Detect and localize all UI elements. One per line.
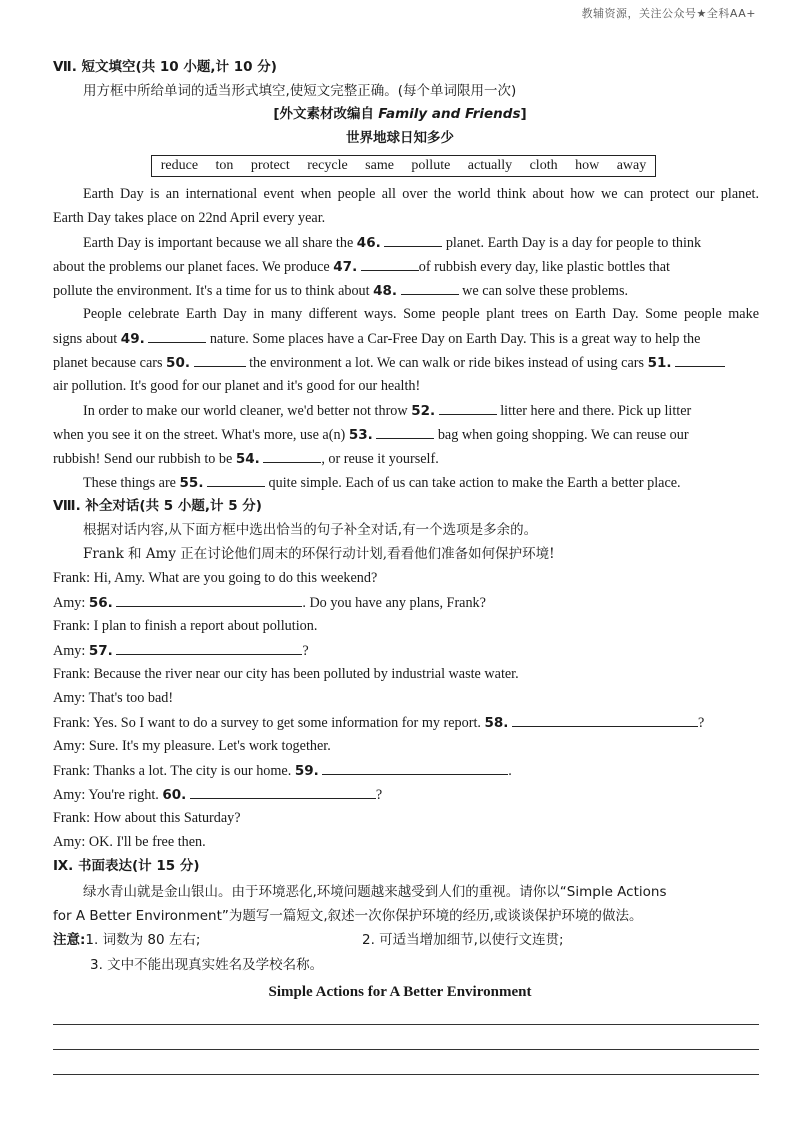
question-number: 48. — [373, 283, 398, 299]
writing-note: 注意:1. 词数为 80 左右; — [53, 932, 201, 948]
paragraph-text: People celebrate Earth Day in many different ways. Some people plant trees on Earth Day. Some people make — [83, 306, 759, 322]
answer-blank[interactable] — [263, 448, 321, 463]
paragraph-line: These things are 55. quite simple. Each of us can take action to make the Earth a better place. — [83, 472, 681, 493]
word-item: actually — [467, 158, 513, 173]
answer-blank[interactable] — [194, 352, 246, 367]
answer-blank[interactable] — [361, 256, 419, 271]
dialogue-line: Frank: Hi, Amy. What are you going to do this weekend? — [53, 570, 378, 586]
essay-title: Simple Actions for A Better Environment — [268, 984, 532, 1000]
writing-line[interactable] — [53, 1024, 759, 1025]
answer-blank[interactable] — [376, 424, 434, 439]
writing-note: 3. 文中不能出现真实姓名及学校名称。 — [90, 957, 324, 973]
question-number: 56. — [88, 595, 113, 611]
dialogue-line: Amy: 56. . Do you have any plans, Frank? — [53, 592, 486, 613]
dialogue-line: Amy: That's too bad! — [53, 690, 174, 706]
answer-blank[interactable] — [401, 280, 459, 295]
answer-blank[interactable] — [190, 784, 376, 799]
answer-blank[interactable] — [207, 472, 265, 487]
answer-blank[interactable] — [384, 232, 442, 247]
section8-instruction: 根据对话内容,从下面方框中选出恰当的句子补全对话,有一个选项是多余的。 — [83, 522, 538, 538]
word-item: cloth — [529, 158, 558, 173]
dialogue-line: Frank: How about this Saturday? — [53, 810, 241, 826]
section7-subtitle: 世界地球日知多少 — [346, 130, 454, 146]
word-item: away — [616, 158, 647, 173]
question-number: 58. — [484, 715, 509, 731]
question-number: 54. — [235, 451, 260, 467]
paragraph-line: planet because cars 50. the environment a lot. We can walk or ride bikes instead of using cars 51. — [53, 352, 725, 373]
dialogue-line: Amy: 57. ? — [53, 640, 309, 661]
dialogue-line: Frank: I plan to finish a report about pollution. — [53, 618, 318, 634]
question-number: 55. — [179, 475, 204, 491]
question-number: 52. — [411, 403, 436, 419]
word-item: same — [365, 158, 394, 173]
word-item: reduce — [160, 158, 199, 173]
section8-heading: Ⅷ. 补全对话(共 5 小题,计 5 分) — [53, 498, 262, 514]
section8-context: Frank 和 Amy 正在讨论他们周末的环保行动计划,看看他们准备如何保护环境! — [83, 546, 555, 562]
paragraph-line: In order to make our world cleaner, we'd better not throw 52. litter here and there. Pick up litter — [83, 400, 691, 421]
paragraph-line: rubbish! Send our rubbish to be 54. , or reuse it yourself. — [53, 448, 439, 469]
answer-blank[interactable] — [116, 640, 302, 655]
word-box — [151, 155, 656, 177]
dialogue-line: Amy: You're right. 60. ? — [53, 784, 382, 805]
answer-blank[interactable] — [675, 352, 725, 367]
paragraph-text: Earth Day is an international event when people all over the world think about how we can protect our planet. — [83, 186, 759, 202]
word-item: recycle — [307, 158, 348, 173]
writing-line[interactable] — [53, 1049, 759, 1050]
writing-prompt: 绿水青山就是金山银山。由于环境恶化,环境问题越来越受到人们的重视。请你以“Simple Actions — [83, 884, 667, 900]
section7-source: [外文素材改编自 Family and Friends] — [273, 106, 527, 122]
section9-heading: Ⅸ. 书面表达(计 15 分) — [53, 858, 200, 874]
answer-blank[interactable] — [439, 400, 497, 415]
dialogue-line: Amy: Sure. It's my pleasure. Let's work together. — [53, 738, 331, 754]
writing-line[interactable] — [53, 1074, 759, 1075]
paragraph-text: air pollution. It's good for our planet and it's good for our health! — [53, 378, 421, 394]
question-number: 50. — [166, 355, 190, 371]
question-number: 46. — [356, 235, 381, 251]
question-number: 49. — [120, 331, 145, 347]
question-number: 59. — [294, 763, 319, 779]
paragraph-line: about the problems our planet faces. We produce 47. of rubbish every day, like plastic bottles that — [53, 256, 670, 277]
word-item: how — [575, 158, 600, 173]
answer-blank[interactable] — [116, 592, 302, 607]
paragraph-line: Earth Day is important because we all share the 46. planet. Earth Day is a day for people to think — [83, 232, 701, 253]
paragraph-line: signs about 49. nature. Some places have a Car-Free Day on Earth Day. This is a great way to help the — [53, 328, 700, 349]
dialogue-line: Amy: OK. I'll be free then. — [53, 834, 206, 850]
writing-prompt: for A Better Environment”为题写一篇短文,叙述一次你保护环境的经历,或谈谈保护环境的做法。 — [53, 908, 643, 924]
dialogue-line: Frank: Yes. So I want to do a survey to get some information for my report. 58. ? — [53, 712, 704, 733]
answer-blank[interactable] — [322, 760, 508, 775]
paragraph-line: pollute the environment. It's a time for us to think about 48. we can solve these problems. — [53, 280, 628, 301]
dialogue-line: Frank: Because the river near our city has been polluted by industrial waste water. — [53, 666, 519, 682]
section7-heading: Ⅶ. 短文填空(共 10 小题,计 10 分) — [53, 59, 277, 75]
question-number: 60. — [162, 787, 187, 803]
word-item: protect — [250, 158, 290, 173]
dialogue-line: Frank: Thanks a lot. The city is our home. 59. . — [53, 760, 512, 781]
answer-blank[interactable] — [512, 712, 698, 727]
question-number: 51. — [647, 355, 672, 371]
question-number: 53. — [348, 427, 373, 443]
answer-blank[interactable] — [148, 328, 206, 343]
question-number: 47. — [333, 259, 358, 275]
word-item: ton — [215, 158, 234, 173]
watermark-text: 教辅资源，关注公众号★全科AA+ — [581, 7, 756, 20]
word-item: pollute — [411, 158, 451, 173]
paragraph-text: Earth Day takes place on 22nd April every year. — [53, 210, 326, 226]
question-number: 57. — [88, 643, 113, 659]
section7-instruction: 用方框中所给单词的适当形式填空,使短文完整正确。(每个单词限用一次) — [83, 83, 517, 99]
writing-note: 2. 可适当增加细节,以使行文连贯; — [362, 932, 564, 948]
paragraph-line: when you see it on the street. What's more, use a(n) 53. bag when going shopping. We can reuse our — [53, 424, 689, 445]
